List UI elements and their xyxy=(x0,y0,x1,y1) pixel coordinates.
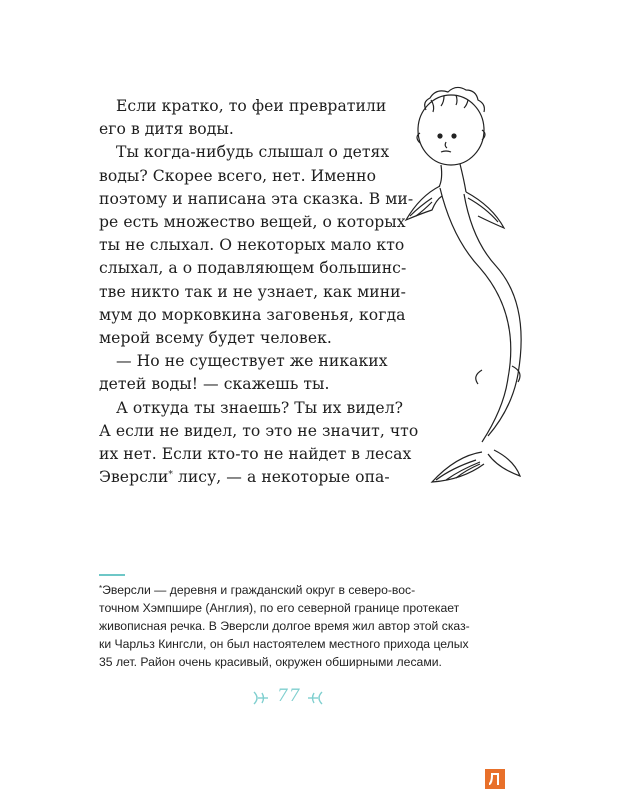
footnote-rule xyxy=(99,574,125,576)
body-line: их нет. Если кто-то не найдет в лесах xyxy=(99,445,412,463)
footnote-marker: * xyxy=(168,470,173,480)
body-line: тве никто так и не узнает, как мини- xyxy=(99,283,406,301)
body-line: воды? Скорее всего, нет. Именно xyxy=(99,167,377,185)
footnote-line: 35 лет. Район очень красивый, окружен обширными лесами. xyxy=(99,655,442,669)
body-line: слыхал, а о подавляющем большинс- xyxy=(99,259,407,277)
body-line: А откуда ты знаешь? Ты их видел? xyxy=(116,399,404,417)
body-line: А если не видел, то это не значит, что xyxy=(99,422,419,440)
page-number: 77 xyxy=(277,686,301,706)
body-line: мум до морковкина заговенья, когда xyxy=(99,306,406,324)
footnote-line: живописная речка. В Эверсли долгое время жил автор этой сказ- xyxy=(99,619,470,633)
body-line: ре есть множество вещей, о которых xyxy=(99,213,406,231)
body-line: детей воды! — скажешь ты. xyxy=(99,375,330,393)
letter-l-logo-icon xyxy=(485,769,505,789)
body-line: — Но не существует же никаких xyxy=(116,352,388,370)
ornament-right-icon xyxy=(304,688,324,708)
water-baby-illustration xyxy=(396,70,566,490)
footnote-line: *Эверсли — деревня и гражданский округ в северо-вос- xyxy=(99,583,416,597)
body-line: Если кратко, то феи превратили xyxy=(116,97,387,115)
footnote-mark: * xyxy=(99,584,103,593)
eversley-word: Эверсли xyxy=(99,468,169,486)
ornament-left-icon xyxy=(252,688,272,708)
publisher-logo xyxy=(485,769,505,789)
body-line: его в дитя воды. xyxy=(99,120,234,138)
body-line: поэтому и написана эта сказка. В ми- xyxy=(99,190,414,208)
body-line: Ты когда-нибудь слышал о детях xyxy=(116,143,390,161)
body-line: мерой всему будет человек. xyxy=(99,329,332,347)
page-number-block xyxy=(252,686,322,708)
body-line: ты не слыхал. О некоторых мало кто xyxy=(99,236,405,254)
body-line-rest: лису, — а некоторые опа- xyxy=(177,468,390,486)
footnote-line: точном Хэмпшире (Англия), по его северной границе протекает xyxy=(99,601,460,615)
footnote-line: ки Чарльз Кингсли, он был настоятелем местного прихода целых xyxy=(99,637,469,651)
body-line xyxy=(99,467,390,487)
